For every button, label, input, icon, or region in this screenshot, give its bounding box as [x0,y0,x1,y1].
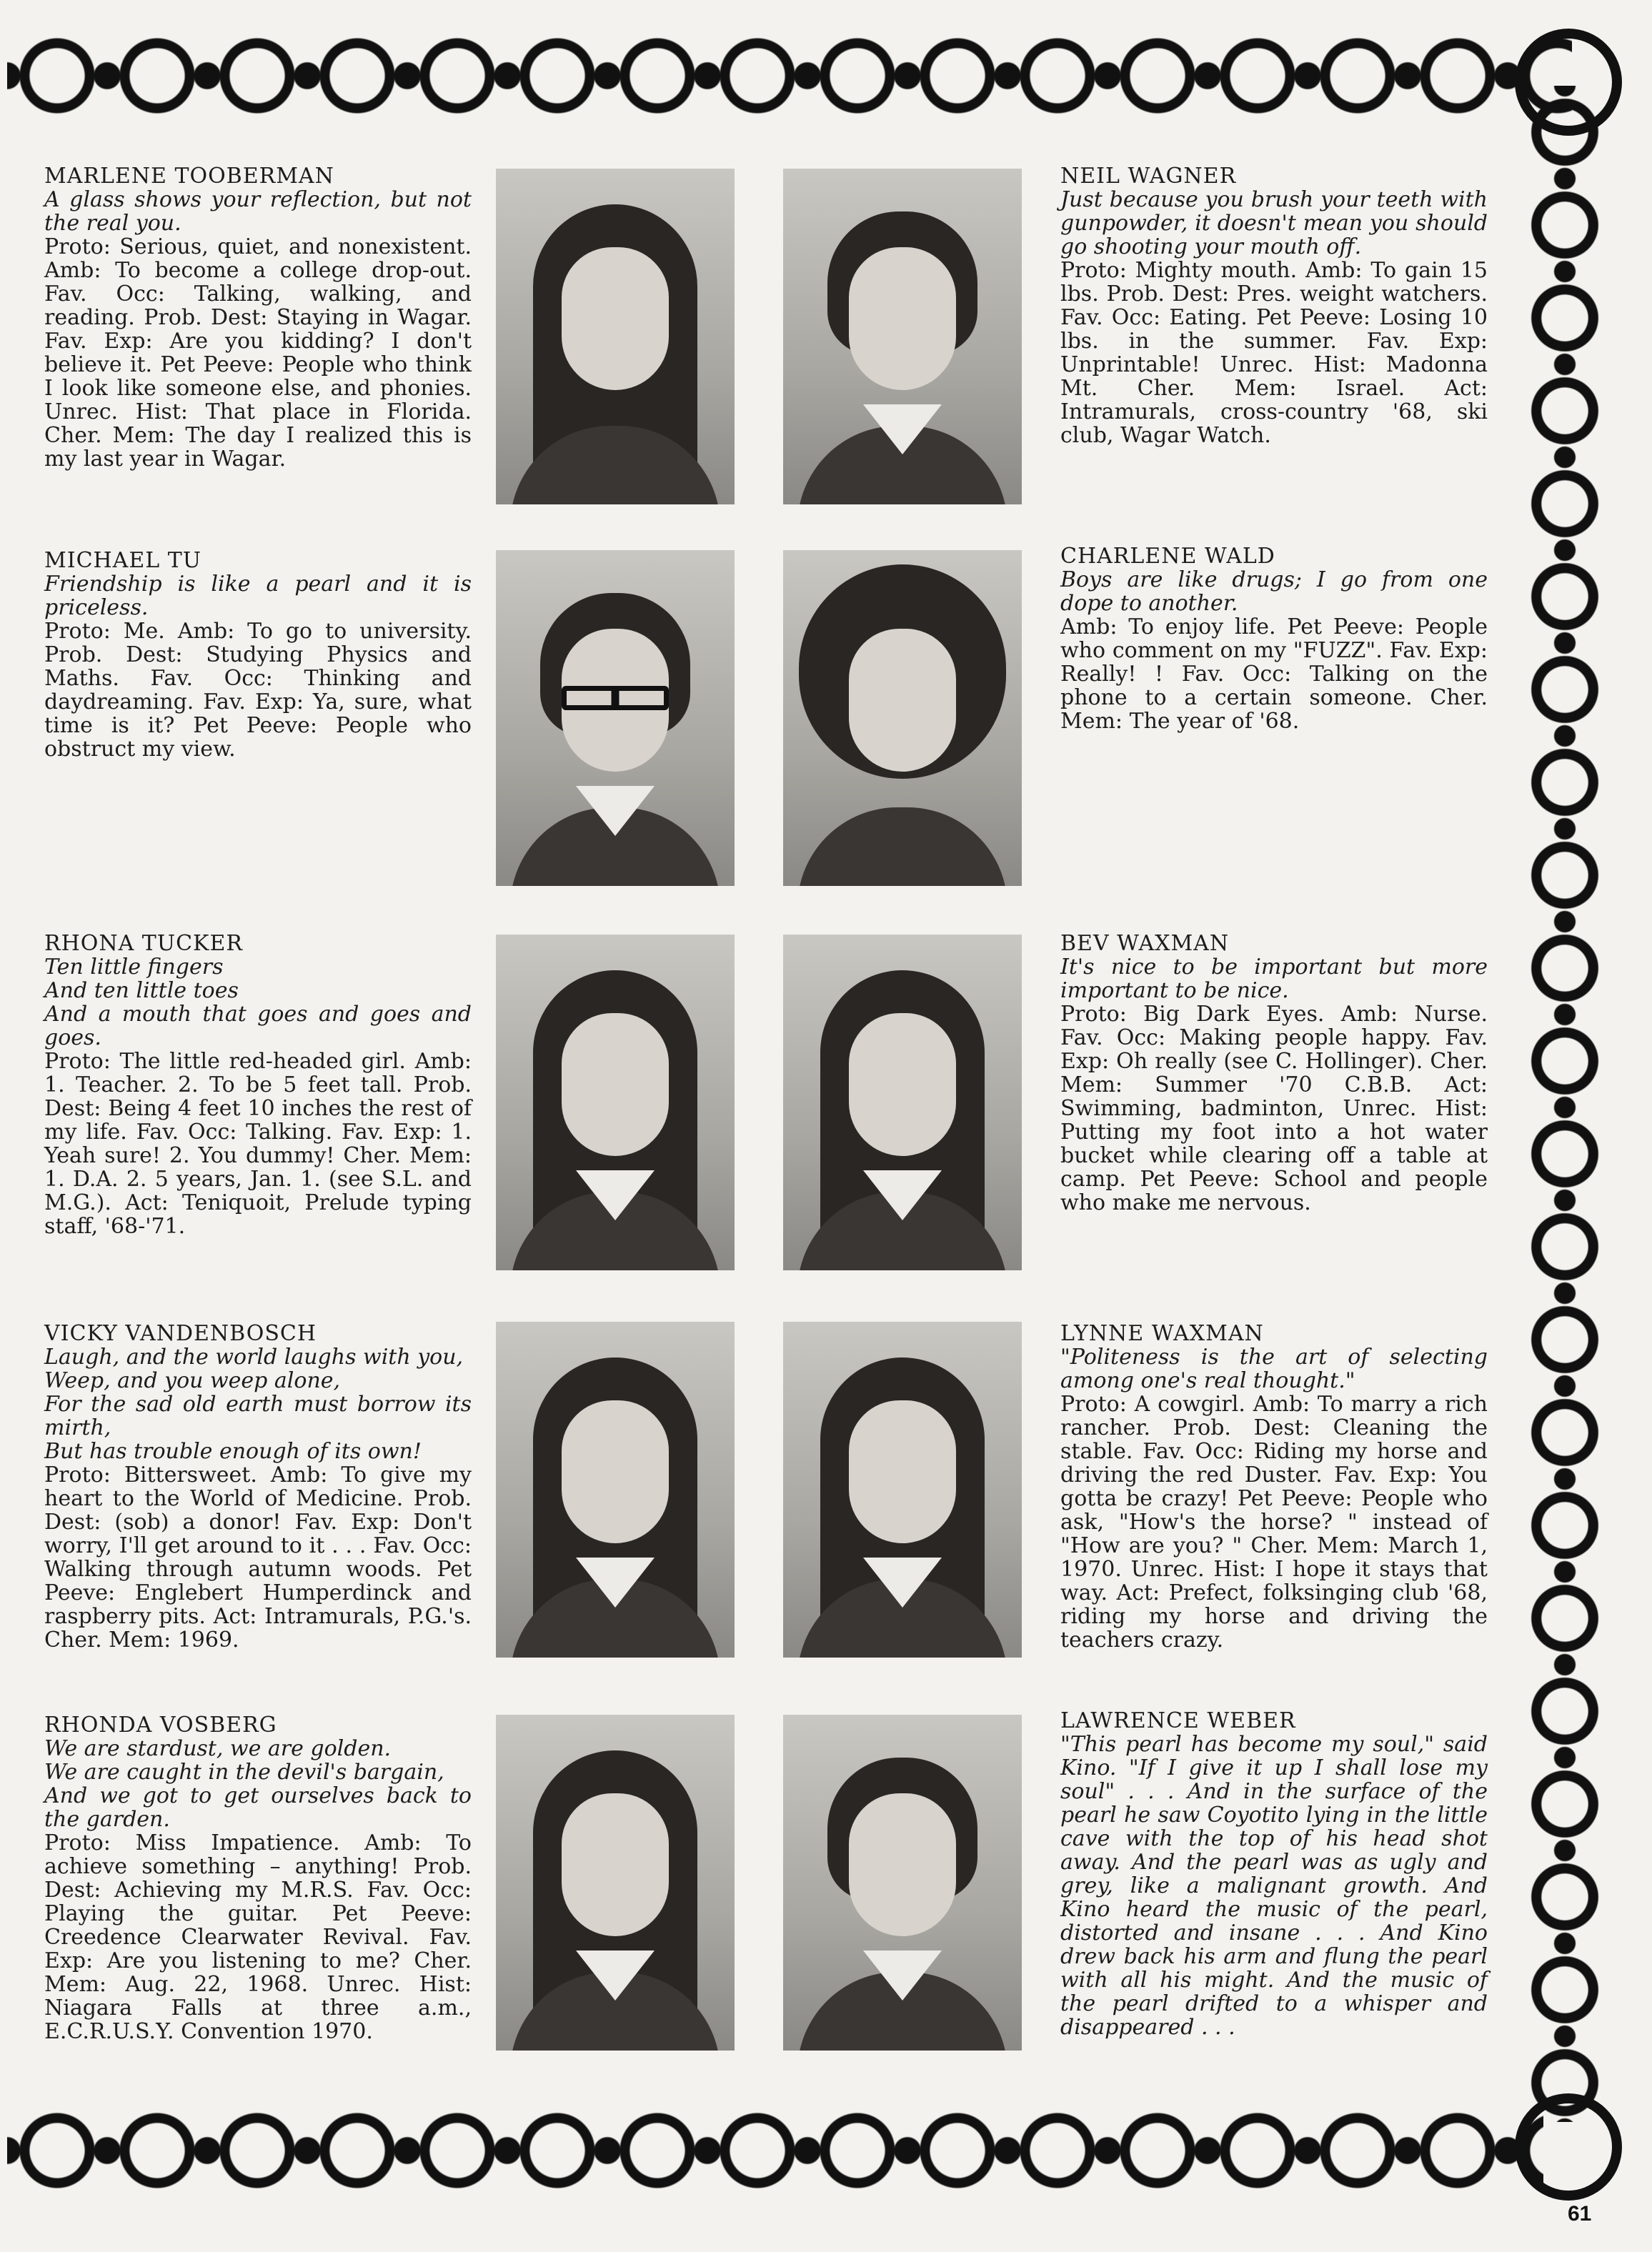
student-quote: "Politeness is the art of selecting among one's real thought." [1060,1345,1488,1393]
portrait-rhona-tucker [496,935,735,1270]
student-quote: Boys are like drugs; I go from one dope to another. [1060,567,1488,616]
entry-charlene-wald [1060,544,1488,733]
student-quote: A glass shows your reflection, but not the real you. [44,187,472,236]
student-quote: It's nice to be important but more important to be nice. [1060,955,1488,1003]
entry-rhonda-vosberg [44,1713,472,2043]
portrait-lynne-waxman [783,1322,1022,1658]
student-quote: Friendship is like a pearl and it is priceless. [44,572,472,620]
portrait-lawrence-weber [783,1715,1022,2051]
entry-vicky-vandenbosch [44,1322,472,1652]
student-quote: We are stardust, we are golden. We are caught in the devil's bargain, And we got to get ourselves back to the garden. [44,1736,472,1832]
ornamental-corner-top-right [1515,29,1622,136]
entry-marlene-tooberman [44,164,472,471]
student-quote: "This pearl has become my soul," said Kino. "If I give it up I shall lose my soul" . . . And in the surface of the pearl he saw Coyotito lying in the little cave with the top of his head shot away. And the pearl was as ugly and grey, like a malignant growth. And Kino heard the music of the pearl, distorted and insane . . . And Kino drew back his arm and flung the pearl with all his might. And the music of the pearl drifted to a whisper and disappeared . . . [1060,1732,1488,2040]
student-name: BEV WAXMAN [1060,931,1230,956]
portrait-vicky-vandenbosch [496,1322,735,1658]
entry-bev-waxman [1060,932,1488,1215]
student-quote: Laugh, and the world laughs with you, Weep, and you weep alone, For the sad old earth must borrow its mirth, But has trouble enough of its own! [44,1345,472,1464]
entry-rhona-tucker [44,932,472,1238]
entry-lawrence-weber [1060,1709,1488,2039]
student-details: Proto: Big Dark Eyes. Amb: Nurse. Fav. Occ: Making people happy. Fav. Exp: Oh really (see C. Hollinger). Cher. Mem: Summer '70 C.B.B. Act: Swimming, badminton, Unrec. Hist: Putting my foot into a hot water bucket while clearing off a table at camp. Pet Peeve: School and people who make me nervous. [1060,1002,1488,1215]
student-name: LYNNE WAXMAN [1060,1321,1264,1346]
student-name: RHONA TUCKER [44,931,243,956]
portrait-marlene-tooberman [496,169,735,504]
face-shape [562,1400,669,1543]
student-details: Proto: The little red-headed girl. Amb: 1. Teacher. 2. To be 5 feet tall. Prob. Dest: Being 4 feet 10 inches the rest of my life. Fav. Occ: Talking. Fav. Exp: 1. Yeah sure! 2. You dummy! Cher. Mem: 1. D.A. 2. 5 years, Jan. 1. (see S.L. and M.G.). Act: Teniquoit, Prelude typing staff, '68-'71. [44,1049,472,1239]
page-number: 61 [1568,2202,1592,2226]
face-shape [562,1013,669,1156]
face-shape [849,1013,956,1156]
shoulders-shape [797,807,1007,886]
face-shape [562,1793,669,1936]
student-name: MICHAEL TU [44,548,201,573]
entry-lynne-waxman [1060,1322,1488,1652]
student-details: Proto: Bittersweet. Amb: To give my heart to the World of Medicine. Prob. Dest: (sob) a donor! Fav. Exp: Don't worry, I'll get around to it . . . Fav. Occ: Walking through autumn woods. Pet Peeve: Englebert Humperdinck and raspberry pits. Act: Intramurals, P.G.'s. Cher. Mem: 1969. [44,1463,472,1653]
portrait-michael-tu [496,550,735,886]
student-details: Proto: A cowgirl. Amb: To marry a rich rancher. Prob. Dest: Cleaning the stable. Fav. Occ: Riding my horse and driving the red Duster. Fav. Exp: You gotta be crazy! Pet Peeve: People who ask, "How's the horse? " instead of "How are you? " Cher. Mem: March 1, 1970. Unrec. Hist: I hope it stays that way. Act: Prefect, folksinging club '68, riding my horse and driving the teachers crazy. [1060,1392,1488,1653]
student-name: LAWRENCE WEBER [1060,1708,1296,1733]
student-details: Proto: Mighty mouth. Amb: To gain 15 lbs. Prob. Dest: Pres. weight watchers. Fav. Occ: Eating. Pet Peeve: Losing 10 lbs. in the summer. Fav. Exp: Unprintable! Unrec. Hist: Madonna Mt. Cher. Mem: Israel. Act: Intramurals, cross-country '68, ski club, Wagar Watch. [1060,258,1488,448]
portrait-rhonda-vosberg [496,1715,735,2051]
portrait-neil-wagner [783,169,1022,504]
ornamental-corner-bottom-right [1515,2093,1622,2201]
face-shape [849,1400,956,1543]
student-details: Proto: Serious, quiet, and nonexistent. Amb: To become a college drop-out. Fav. Occ: Talking, walking, and reading. Prob. Dest: Staying in Wagar. Fav. Exp: Are you kidding? I don't believe it. Pet Peeve: People who think I look like someone else, and phonies. Unrec. Hist: That place in Florida. Cher. Mem: The day I realized this is my last year in Wagar. [44,234,472,472]
student-name: VICKY VANDENBOSCH [44,1321,317,1346]
student-details: Proto: Me. Amb: To go to university. Prob. Dest: Studying Physics and Maths. Fav. Occ: Thinking and daydreaming. Fav. Exp: Ya, sure, what time is it? Pet Peeve: People who obstruct my view. [44,619,472,762]
student-name: CHARLENE WALD [1060,544,1275,569]
face-shape [849,247,956,390]
portrait-bev-waxman [783,935,1022,1270]
glasses-shape [562,686,669,710]
student-name: MARLENE TOOBERMAN [44,164,334,189]
student-name: RHONDA VOSBERG [44,1713,277,1738]
student-quote: Ten little fingers And ten little toes And a mouth that goes and goes and goes. [44,955,472,1050]
face-shape [849,1793,956,1936]
student-details: Proto: Miss Impatience. Amb: To achieve something – anything! Prob. Dest: Achieving my M.R.S. Fav. Occ: Playing the guitar. Pet Peeve: Creedence Clearwater Revival. Fav. Exp: Are you listening to me? Cher. Mem: Aug. 22, 1968. Unrec. Hist: Niagara Falls at three a.m., E.C.R.U.S.Y. Convention 1970. [44,1830,472,2044]
portrait-charlene-wald [783,550,1022,886]
ornamental-border-right [1522,86,1608,2122]
ornamental-border-top [7,26,1572,126]
face-shape [849,629,956,772]
student-name: NEIL WAGNER [1060,164,1237,189]
face-shape [562,247,669,390]
entry-neil-wagner [1060,164,1488,447]
entry-michael-tu [44,549,472,761]
ornamental-border-bottom [7,2101,1543,2201]
student-quote: Just because you brush your teeth with gunpowder, it doesn't mean you should go shooting your mouth off. [1060,187,1488,259]
student-details: Amb: To enjoy life. Pet Peeve: People who comment on my "FUZZ". Fav. Exp: Really! ! Fav. Occ: Talking on the phone to a certain someone. Cher. Mem: The year of '68. [1060,614,1488,734]
